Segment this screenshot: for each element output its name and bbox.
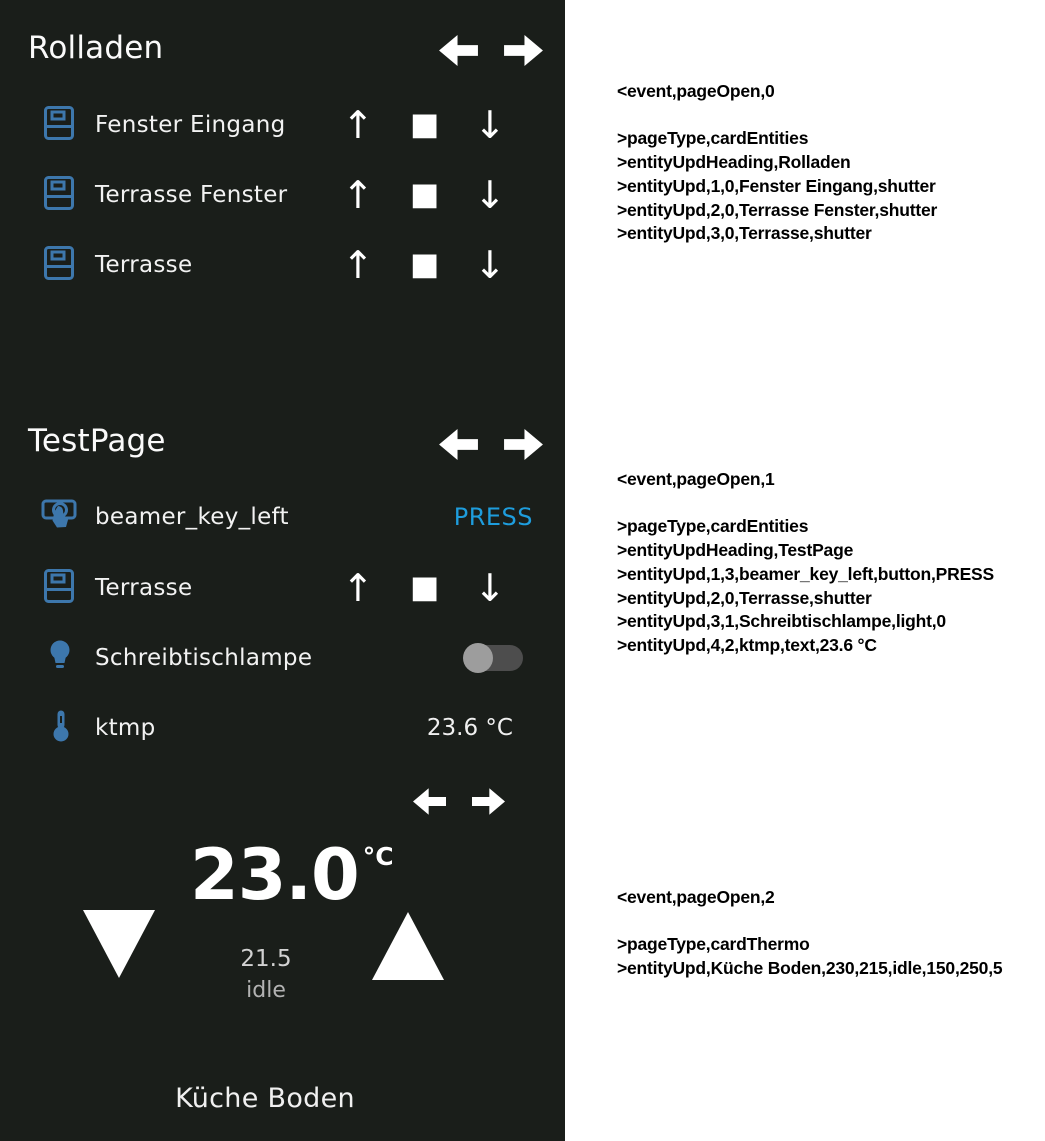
nav-next-button[interactable]	[504, 33, 543, 68]
nav-prev-button[interactable]	[413, 786, 446, 817]
entity-label: Terrasse	[95, 575, 193, 601]
thermometer-icon	[50, 709, 72, 747]
log-line: >entityUpd,3,0,Terrasse,shutter	[617, 223, 872, 244]
thermo-decrease-button[interactable]	[83, 910, 155, 978]
nav-next-button[interactable]	[472, 786, 505, 817]
entity-row-terrasse	[0, 230, 565, 300]
log-line: <event,pageOpen,2	[617, 887, 775, 907]
shutter-stop-button[interactable]: ■	[410, 176, 440, 213]
shutter-down-button[interactable]: ↓	[474, 243, 506, 287]
entity-label: Terrasse Fenster	[95, 182, 288, 208]
log-block-page2	[617, 886, 1002, 981]
entity-label: Fenster Eingang	[95, 112, 286, 138]
shutter-down-button[interactable]: ↓	[474, 173, 506, 217]
entity-label: Schreibtischlampe	[95, 645, 313, 671]
log-line: >entityUpd,2,0,Terrasse,shutter	[617, 587, 872, 608]
nav-next-button[interactable]	[504, 427, 543, 462]
entity-row-ktmp	[0, 693, 565, 763]
log-line: >entityUpdHeading,TestPage	[617, 540, 854, 561]
log-block-page1	[617, 468, 994, 658]
shutter-stop-button[interactable]: ■	[410, 246, 440, 283]
shutter-up-button[interactable]: ↑	[342, 566, 374, 610]
nav-prev-button[interactable]	[439, 427, 478, 462]
temperature-unit: °C	[362, 842, 394, 871]
thermostat-title: Küche Boden	[175, 1083, 355, 1114]
page-nav-thermo	[413, 786, 505, 817]
window-shutter-icon	[44, 106, 74, 144]
current-temperature-value: 23.0	[190, 834, 359, 916]
page-nav-rolladen	[439, 33, 543, 68]
page-nav-testpage	[439, 427, 543, 462]
shutter-stop-button[interactable]: ■	[410, 569, 440, 606]
entity-label: Terrasse	[95, 252, 193, 278]
gesture-tap-button-icon	[40, 497, 78, 537]
log-line: >entityUpd,Küche Boden,230,215,idle,150,250,5	[617, 958, 1003, 979]
log-line: >entityUpd,1,3,beamer_key_left,button,PRESS	[617, 563, 994, 584]
log-line: >entityUpd,2,0,Terrasse Fenster,shutter	[617, 199, 938, 220]
current-temperature	[190, 834, 394, 916]
window-shutter-icon	[44, 569, 74, 607]
thermo-increase-button[interactable]	[372, 912, 444, 980]
shutter-up-button[interactable]: ↑	[342, 103, 374, 147]
shutter-down-button[interactable]: ↓	[474, 566, 506, 610]
target-temperature: 21.5	[240, 946, 292, 972]
entity-label: ktmp	[95, 715, 156, 741]
log-line: >entityUpd,1,0,Fenster Eingang,shutter	[617, 175, 936, 196]
log-line: <event,pageOpen,0	[617, 81, 775, 101]
nav-prev-button[interactable]	[439, 33, 478, 68]
shutter-up-button[interactable]: ↑	[342, 243, 374, 287]
text-entity-value: 23.6 °C	[426, 715, 513, 741]
entity-row-terrasse-fenster	[0, 160, 565, 230]
toggle-knob	[463, 643, 493, 673]
page-title-rolladen: Rolladen	[28, 30, 164, 66]
thermostat-state: idle	[246, 978, 286, 1003]
shutter-stop-button[interactable]: ■	[410, 106, 440, 143]
log-line: <event,pageOpen,1	[617, 469, 775, 489]
lightbulb-icon	[46, 639, 74, 677]
entity-label: beamer_key_left	[95, 504, 289, 530]
entity-row-terrasse-2	[0, 553, 565, 623]
entity-row-beamer-key-left	[0, 482, 565, 552]
log-line: >entityUpd,3,1,Schreibtischlampe,light,0	[617, 611, 946, 632]
entity-row-schreibtischlampe	[0, 623, 565, 693]
log-line: >pageType,cardEntities	[617, 516, 809, 537]
log-line: >pageType,cardThermo	[617, 934, 810, 955]
press-button[interactable]: PRESS	[453, 503, 533, 531]
log-line: >entityUpdHeading,Rolladen	[617, 152, 851, 173]
shutter-down-button[interactable]: ↓	[474, 103, 506, 147]
window-shutter-icon	[44, 246, 74, 284]
log-block-page0	[617, 80, 937, 246]
entity-row-fenster-eingang	[0, 90, 565, 160]
light-toggle-switch[interactable]	[465, 645, 523, 671]
log-line: >pageType,cardEntities	[617, 128, 809, 149]
log-line: >entityUpd,4,2,ktmp,text,23.6 °C	[617, 634, 877, 655]
shutter-up-button[interactable]: ↑	[342, 173, 374, 217]
window-shutter-icon	[44, 176, 74, 214]
page-title-testpage: TestPage	[28, 423, 166, 459]
